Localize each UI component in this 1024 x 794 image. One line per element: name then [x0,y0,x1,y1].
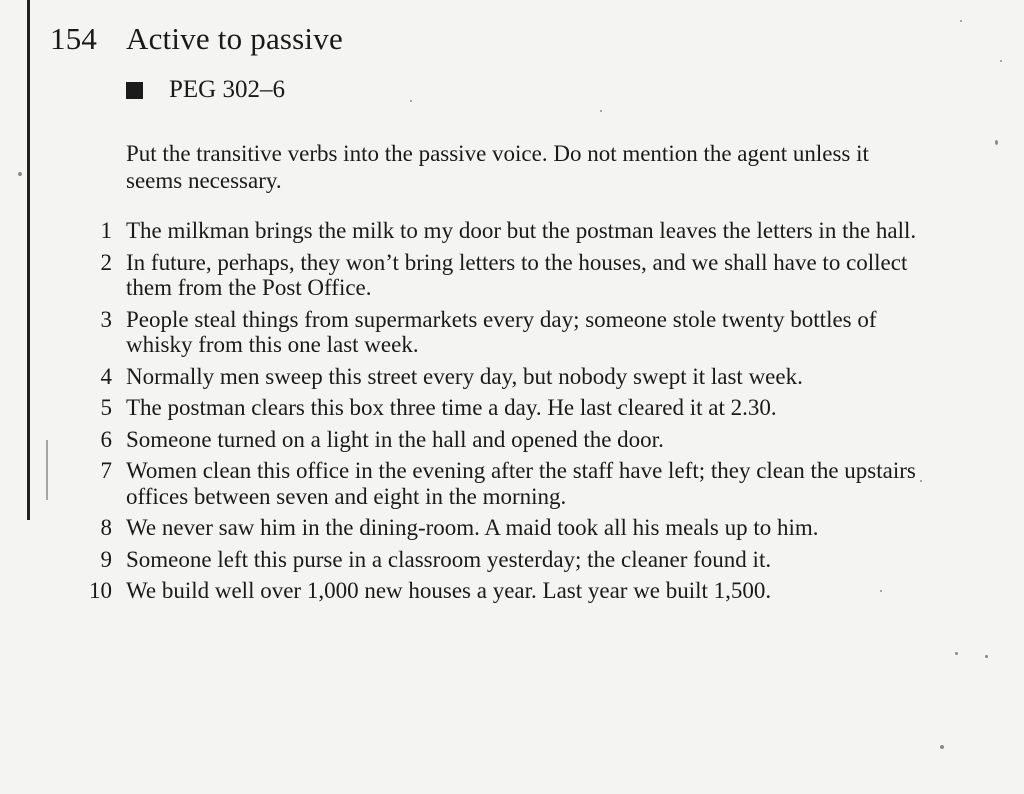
item-number: 6 [100,426,112,452]
item-text: The postman clears this box three time a day. He last cleared it at 2.30. [126,395,777,420]
page-margin-shadow [46,440,48,500]
item-number: 3 [100,306,112,332]
square-bullet-icon [126,82,143,99]
exercise-item [84,515,944,541]
item-text: Women clean this office in the evening after the staff have left; they clean the upstairs offices between seven and eight in the morning. [126,458,916,509]
item-number: 1 [100,218,112,243]
scan-speck [940,745,944,749]
scan-speck [985,655,988,658]
item-text: We build well over 1,000 new houses a year. Last year we built 1,500. [126,578,772,603]
exercise-item [84,218,944,244]
scan-speck [1000,60,1002,62]
item-number: 2 [100,249,112,275]
grammar-reference [126,76,285,104]
exercise-item [84,250,944,301]
exercise-item [84,307,944,358]
exercise-item [84,395,944,421]
scan-speck [410,100,412,102]
scan-speck [920,480,922,482]
item-number: 5 [100,395,112,420]
item-number: 7 [100,458,112,483]
item-text: Someone turned on a light in the hall and opened the door. [126,426,664,452]
scan-speck [955,652,958,655]
reference-text: PEG 302–6 [169,76,285,103]
item-number: 9 [100,546,112,572]
item-number: 10 [89,578,112,603]
exercise-item [84,364,944,390]
exercise-item [84,578,944,604]
scan-speck [18,172,22,176]
exercise-number: 154 [50,21,98,56]
exercise-instructions: Put the transitive verbs into the passive voice. Do not mention the agent unless it seems necessary. [126,141,869,193]
exercise-item [84,458,944,509]
scan-speck [880,590,882,592]
exercise-item [84,547,944,573]
page-margin-line [27,0,30,520]
item-text: Someone left this purse in a classroom yesterday; the cleaner found it. [126,546,772,572]
item-text: People steal things from supermarkets every day; someone stole twenty bottles of whisky from this one last week. [126,306,877,357]
scan-speck [960,20,962,22]
exercise-header [50,20,343,57]
scan-speck [995,140,998,145]
exercise-item [84,427,944,453]
exercise-title: Active to passive [126,21,343,56]
scan-speck [600,110,602,112]
item-text: In future, perhaps, they won’t bring letters to the houses, and we shall have to collect them from the Post Office. [126,249,908,300]
item-number: 4 [100,363,112,389]
item-text: The milkman brings the milk to my door but the postman leaves the letters in the hall. [126,218,917,243]
item-text: We never saw him in the dining-room. A maid took all his meals up to him. [126,515,819,540]
exercise-items [84,218,944,610]
item-number: 8 [100,515,112,540]
item-text: Normally men sweep this street every day, but nobody swept it last week. [126,363,803,389]
